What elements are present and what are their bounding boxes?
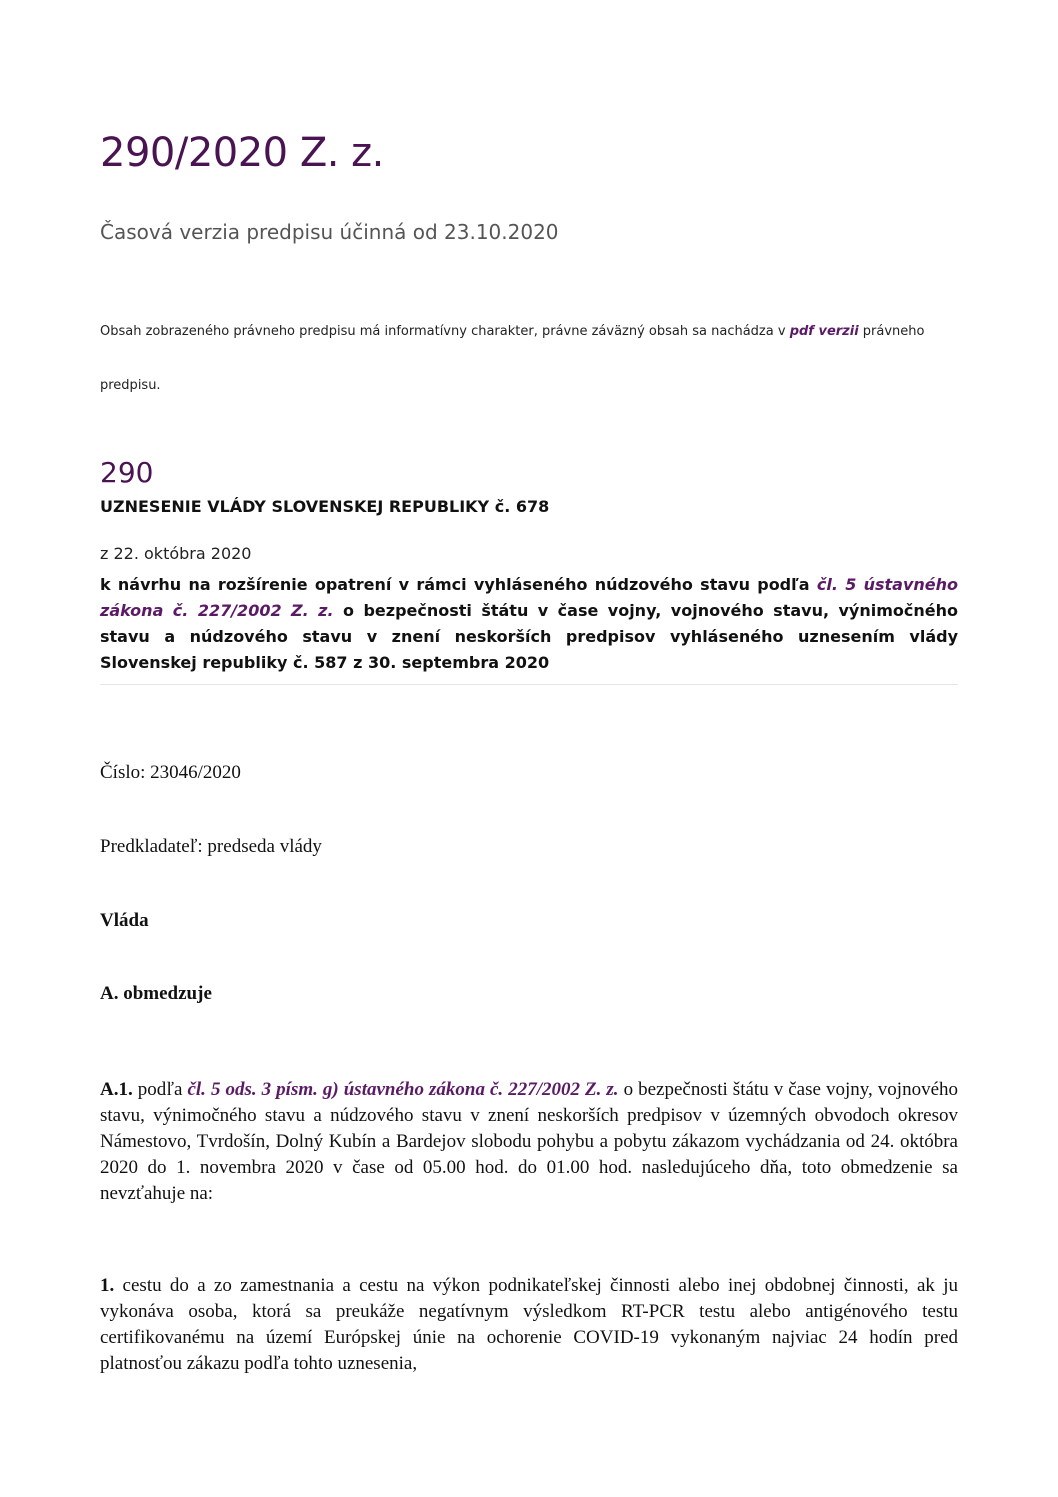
notice-text-end: právneho predpisu.	[100, 324, 925, 393]
subject-text-end: o bezpečnosti štátu v čase vojny, vojnového stavu, výnimočného stavu a núdzového stavu v znení neskorších predpisov vyhláseného uznesením vlády Slovenskej republiky č. 587 z 30. septembra 2020	[100, 601, 959, 672]
section-a-heading: A. obmedzuje	[100, 983, 212, 1004]
resolution-title: UZNESENIE VLÁDY SLOVENSKEJ REPUBLIKY č. 678	[100, 497, 550, 516]
informative-notice	[100, 305, 960, 413]
a1-label: A.1.	[100, 1079, 133, 1100]
document-number: Číslo: 23046/2020	[100, 762, 241, 783]
version-note: Časová verzia predpisu účinná od 23.10.2020	[100, 220, 559, 244]
a1-law-link[interactable]: čl. 5 ods. 3 písm. g) ústavného zákona č. 227/2002 Z. z.	[187, 1079, 619, 1100]
a1-text-end: o bezpečnosti štátu v čase vojny, vojnového stavu, výnimočného stavu a núdzového stavu v znení neskorších predpisov v územných obvodoch okresov Námestovo, Tvrdošín, Dolný Kubín a Bardejov slobodu pohybu a pobytu zákazom vychádzania od 24. októbra 2020 do 1. novembra 2020 v čase od 05.00 hod. do 01.00 hod. nasledujúceho dňa, toto obmedzenie sa nevzťahuje na:	[100, 1079, 958, 1204]
resolution-date: z 22. októbra 2020	[100, 544, 252, 563]
item-1	[100, 1273, 958, 1377]
divider	[100, 684, 958, 685]
paragraph-a1	[100, 1077, 958, 1207]
constitutional-law-link[interactable]: čl. 5 ústavného zákona č. 227/2002 Z. z.	[100, 575, 959, 620]
government-heading: Vláda	[100, 910, 149, 931]
pdf-version-link[interactable]: pdf verzii	[789, 324, 859, 339]
submitter: Predkladateľ: predseda vlády	[100, 836, 322, 857]
item1-text: cestu do a zo zamestnania a cestu na výkon podnikateľskej činnosti alebo inej obdobnej činnosti, ak ju vykonáva osoba, ktorá sa preukáže negatívnym výsledkom RT-PCR testu alebo antigénového testu certifikovanému na území Európskej únie na ochorenie COVID-19 vykonaným najviac 24 hodín pred platnosťou zákazu podľa tohto uznesenia,	[100, 1275, 958, 1374]
a1-text: podľa	[132, 1079, 188, 1100]
regulation-number: 290	[100, 456, 154, 489]
notice-text: Obsah zobrazeného právneho predpisu má informatívny charakter, právne záväzný obsah sa nachádza v	[100, 324, 790, 339]
document-title: 290/2020 Z. z.	[100, 130, 384, 176]
subject-text: k návrhu na rozšírenie opatrení v rámci vyhláseného núdzového stavu podľa	[100, 575, 817, 594]
item1-label: 1.	[100, 1275, 115, 1296]
resolution-subject	[100, 572, 958, 676]
